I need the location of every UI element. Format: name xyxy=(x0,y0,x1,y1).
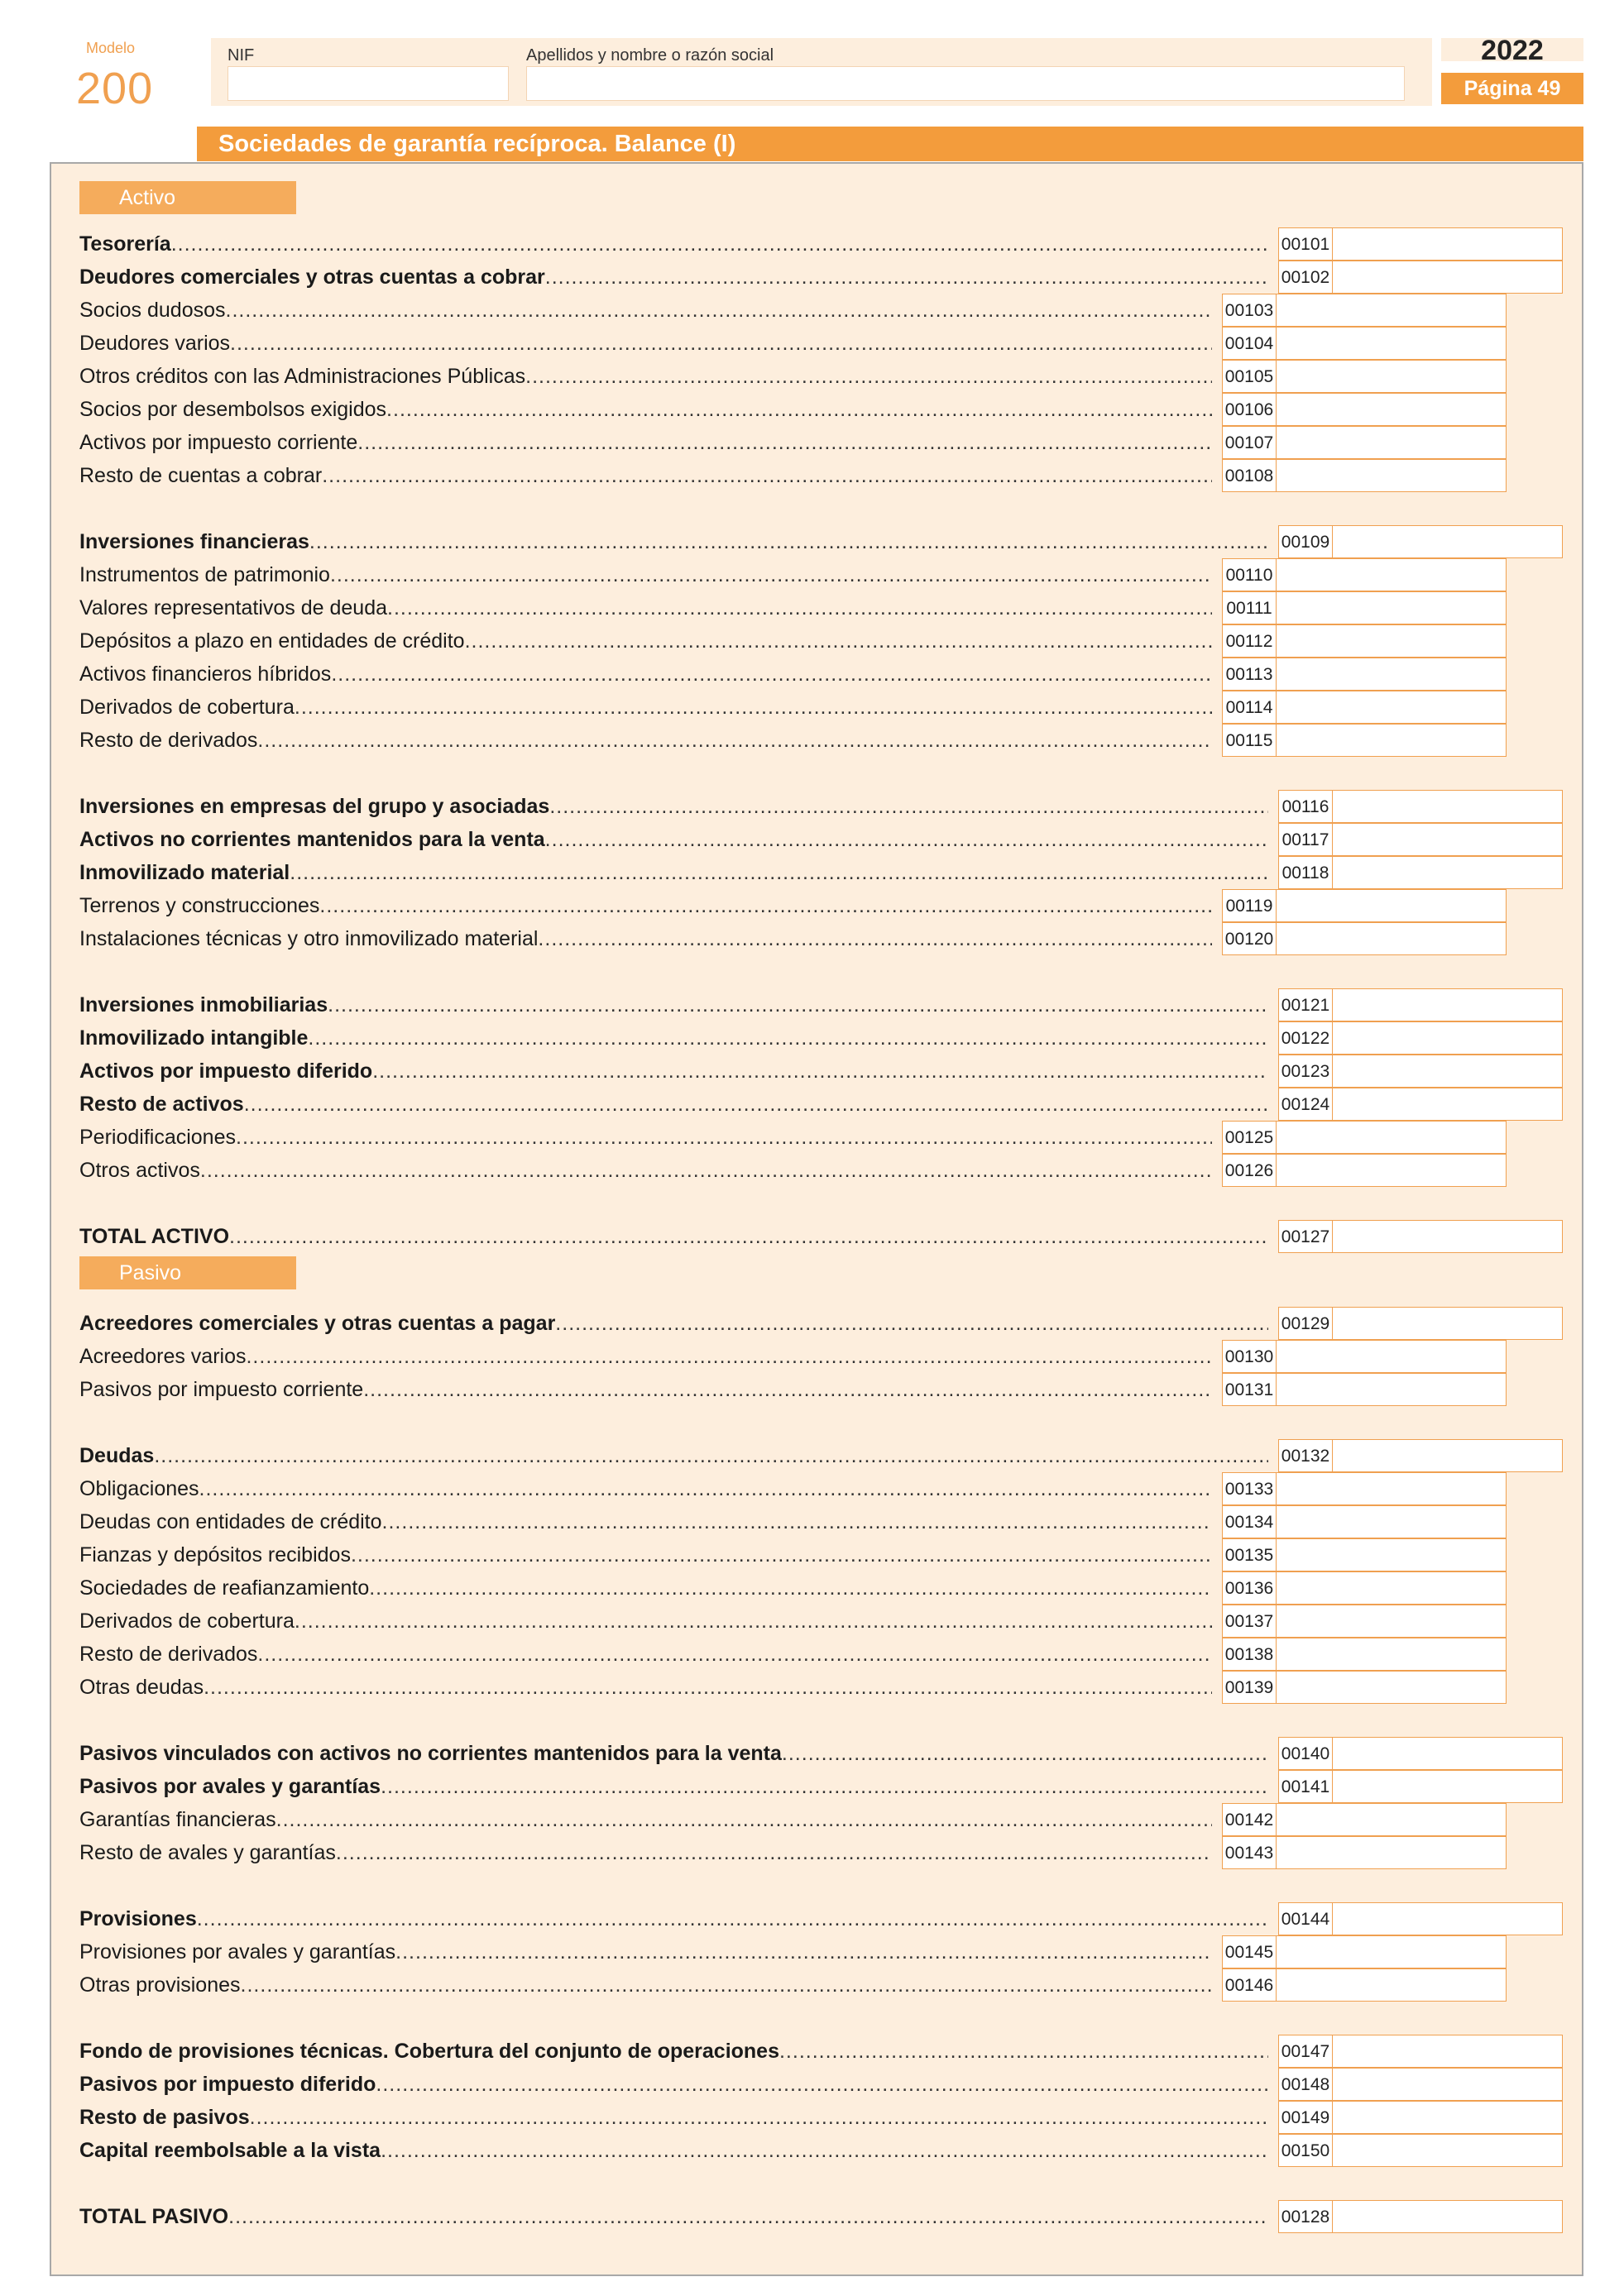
row-label: Depósitos a plazo en entidades de crédito ..... xyxy=(79,628,1212,654)
box-code: 00126 xyxy=(1222,1154,1277,1187)
form-row-00114 xyxy=(79,691,1507,724)
box-code: 00107 xyxy=(1222,426,1277,459)
box-code: 00108 xyxy=(1222,459,1277,492)
amount-input-00109[interactable] xyxy=(1333,525,1563,558)
form-row-00119 xyxy=(79,889,1507,922)
box-code: 00133 xyxy=(1222,1472,1277,1505)
form-row-00138 xyxy=(79,1638,1507,1671)
box-code: 00134 xyxy=(1222,1505,1277,1538)
row-label: Acreedores varios ..... xyxy=(79,1343,1212,1370)
modelo-number: 200 xyxy=(76,64,154,113)
row-label: Otras provisiones ..... xyxy=(79,1972,1212,1998)
form-row-00131 xyxy=(79,1373,1507,1406)
box-code: 00137 xyxy=(1222,1605,1277,1638)
form-row-00148 xyxy=(79,2068,1563,2101)
form-row-00145 xyxy=(79,1935,1507,1968)
amount-input-00144[interactable] xyxy=(1333,1902,1563,1935)
box-code: 00116 xyxy=(1278,790,1333,823)
row-label: Activos por impuesto diferido ..... xyxy=(79,1058,1268,1084)
amount-input-00106[interactable] xyxy=(1277,393,1507,426)
row-label: Fondo de provisiones técnicas. Cobertura del conjunto de operaciones ..... xyxy=(79,2038,1268,2064)
box-code: 00122 xyxy=(1278,1021,1333,1055)
row-label: Inversiones inmobiliarias ..... xyxy=(79,992,1268,1018)
form-row-00146 xyxy=(79,1968,1507,2002)
row-label: Derivados de cobertura ..... xyxy=(79,694,1212,720)
row-label: Resto de pasivos ..... xyxy=(79,2104,1268,2131)
box-code: 00138 xyxy=(1222,1638,1277,1671)
form-row-00117 xyxy=(79,823,1563,856)
page-title: Sociedades de garantía recíproca. Balance (I) xyxy=(197,127,1583,161)
row-label: Resto de avales y garantías ..... xyxy=(79,1839,1212,1866)
amount-input-00108[interactable] xyxy=(1277,459,1507,492)
row-label: Activos por impuesto corriente ..... xyxy=(79,429,1212,456)
form-row-00118 xyxy=(79,856,1563,889)
row-label: Fianzas y depósitos recibidos ..... xyxy=(79,1542,1212,1568)
box-code: 00123 xyxy=(1278,1055,1333,1088)
amount-input-00138[interactable] xyxy=(1277,1638,1507,1671)
form-row-00124 xyxy=(79,1088,1563,1121)
form-row-00129 xyxy=(79,1307,1563,1340)
amount-input-00137[interactable] xyxy=(1277,1605,1507,1638)
form-year: 2022 xyxy=(1481,35,1544,66)
section-tab-activo: Activo xyxy=(79,181,296,214)
row-label: Inmovilizado intangible ..... xyxy=(79,1025,1268,1051)
box-code: 00140 xyxy=(1278,1737,1333,1770)
row-label: Otros créditos con las Administraciones Públicas ..... xyxy=(79,363,1212,390)
form-row-00140 xyxy=(79,1737,1563,1770)
form-row-00107 xyxy=(79,426,1507,459)
box-code: 00113 xyxy=(1222,658,1277,691)
box-code: 00144 xyxy=(1278,1902,1333,1935)
form-row-00109 xyxy=(79,525,1563,558)
amount-input-00111[interactable] xyxy=(1277,591,1507,624)
form-row-00130 xyxy=(79,1340,1507,1373)
form-row-00105 xyxy=(79,360,1507,393)
page-number-badge: Página 49 xyxy=(1441,73,1583,104)
box-code: 00125 xyxy=(1222,1121,1277,1154)
box-code: 00132 xyxy=(1278,1439,1333,1472)
box-code: 00118 xyxy=(1278,856,1333,889)
box-code: 00110 xyxy=(1222,558,1277,591)
form-row-00102 xyxy=(79,261,1563,294)
box-code: 00135 xyxy=(1222,1538,1277,1571)
form-row-00135 xyxy=(79,1538,1507,1571)
form-row-00149 xyxy=(79,2101,1563,2134)
row-label: Resto de activos ..... xyxy=(79,1091,1268,1117)
box-code: 00114 xyxy=(1222,691,1277,724)
row-label: Pasivos vinculados con activos no corrientes mantenidos para la venta ..... xyxy=(79,1740,1268,1767)
amount-input-00118[interactable] xyxy=(1333,856,1563,889)
amount-input-00122[interactable] xyxy=(1333,1021,1563,1055)
form-row-00133 xyxy=(79,1472,1507,1505)
box-code: 00130 xyxy=(1222,1340,1277,1373)
box-code: 00129 xyxy=(1278,1307,1333,1340)
amount-input-00119[interactable] xyxy=(1277,889,1507,922)
form-row-00127 xyxy=(79,1220,1563,1253)
row-label: TOTAL PASIVO ..... xyxy=(79,2203,1268,2230)
amount-input-00128[interactable] xyxy=(1333,2200,1563,2233)
amount-input-00132[interactable] xyxy=(1333,1439,1563,1472)
amount-input-00110[interactable] xyxy=(1277,558,1507,591)
box-code: 00145 xyxy=(1222,1935,1277,1968)
row-label: Provisiones por avales y garantías ..... xyxy=(79,1939,1212,1965)
amount-input-00147[interactable] xyxy=(1333,2035,1563,2068)
amount-input-00114[interactable] xyxy=(1277,691,1507,724)
row-label: Deudores varios ..... xyxy=(79,330,1212,356)
form-row-00142 xyxy=(79,1803,1507,1836)
amount-input-00134[interactable] xyxy=(1277,1505,1507,1538)
form-row-00132 xyxy=(79,1439,1563,1472)
row-label: Valores representativos de deuda ..... xyxy=(79,595,1212,621)
box-code: 00111 xyxy=(1222,591,1277,624)
form-row-00150 xyxy=(79,2134,1563,2167)
row-label: Otras deudas ..... xyxy=(79,1674,1212,1700)
box-code: 00141 xyxy=(1278,1770,1333,1803)
box-code: 00102 xyxy=(1278,261,1333,294)
box-code: 00119 xyxy=(1222,889,1277,922)
form-row-00116 xyxy=(79,790,1563,823)
form-row-00139 xyxy=(79,1671,1507,1704)
box-code: 00150 xyxy=(1278,2134,1333,2167)
box-code: 00148 xyxy=(1278,2068,1333,2101)
amount-input-00127[interactable] xyxy=(1333,1220,1563,1253)
row-label: Inversiones en empresas del grupo y asociadas ..... xyxy=(79,793,1268,820)
amount-input-00107[interactable] xyxy=(1277,426,1507,459)
row-label: Pasivos por avales y garantías ..... xyxy=(79,1773,1268,1800)
name-label: Apellidos y nombre o razón social xyxy=(526,46,774,65)
form-row-00111 xyxy=(79,591,1507,624)
box-code: 00124 xyxy=(1278,1088,1333,1121)
row-label: Socios por desembolsos exigidos ..... xyxy=(79,396,1212,423)
form-row-00125 xyxy=(79,1121,1507,1154)
row-label: Resto de derivados ..... xyxy=(79,1641,1212,1667)
amount-input-00131[interactable] xyxy=(1277,1373,1507,1406)
box-code: 00146 xyxy=(1222,1968,1277,2002)
form-row-00103 xyxy=(79,294,1507,327)
form-row-00143 xyxy=(79,1836,1507,1869)
amount-input-00115[interactable] xyxy=(1277,724,1507,757)
box-code: 00131 xyxy=(1222,1373,1277,1406)
amount-input-00117[interactable] xyxy=(1333,823,1563,856)
form-row-00122 xyxy=(79,1021,1563,1055)
form-row-00101 xyxy=(79,227,1563,261)
form-row-00134 xyxy=(79,1505,1507,1538)
amount-input-00104[interactable] xyxy=(1277,327,1507,360)
row-label: Tesorería ..... xyxy=(79,231,1268,257)
row-label: Activos financieros híbridos ..... xyxy=(79,661,1212,687)
row-label: Deudas ..... xyxy=(79,1442,1268,1469)
amount-input-00130[interactable] xyxy=(1277,1340,1507,1373)
row-label: Derivados de cobertura ..... xyxy=(79,1608,1212,1634)
form-row-00126 xyxy=(79,1154,1507,1187)
amount-input-00121[interactable] xyxy=(1333,988,1563,1021)
row-label: Terrenos y construcciones ..... xyxy=(79,892,1212,919)
nif-label: NIF xyxy=(228,46,255,65)
form-row-00115 xyxy=(79,724,1507,757)
box-code: 00121 xyxy=(1278,988,1333,1021)
amount-input-00105[interactable] xyxy=(1277,360,1507,393)
section-tab-pasivo: Pasivo xyxy=(79,1256,296,1289)
modelo-label: Modelo xyxy=(86,40,136,56)
row-label: Acreedores comerciales y otras cuentas a pagar ..... xyxy=(79,1310,1268,1337)
box-code: 00105 xyxy=(1222,360,1277,393)
form-row-00108 xyxy=(79,459,1507,492)
amount-input-00101[interactable] xyxy=(1333,227,1563,261)
amount-input-00129[interactable] xyxy=(1333,1307,1563,1340)
form-row-00104 xyxy=(79,327,1507,360)
row-label: Obligaciones ..... xyxy=(79,1476,1212,1502)
amount-input-00102[interactable] xyxy=(1333,261,1563,294)
row-label: Deudores comerciales y otras cuentas a cobrar ..... xyxy=(79,264,1268,290)
amount-input-00124[interactable] xyxy=(1333,1088,1563,1121)
row-label: Pasivos por impuesto diferido ..... xyxy=(79,2071,1268,2097)
amount-input-00116[interactable] xyxy=(1333,790,1563,823)
box-code: 00106 xyxy=(1222,393,1277,426)
form-row-00110 xyxy=(79,558,1507,591)
box-code: 00136 xyxy=(1222,1571,1277,1605)
row-label: Inmovilizado material ..... xyxy=(79,859,1268,886)
amount-input-00145[interactable] xyxy=(1277,1935,1507,1968)
form-row-00137 xyxy=(79,1605,1507,1638)
row-label: Inversiones financieras ..... xyxy=(79,529,1268,555)
row-label: Otros activos ..... xyxy=(79,1157,1212,1184)
box-code: 00143 xyxy=(1222,1836,1277,1869)
form-row-00113 xyxy=(79,658,1507,691)
amount-input-00146[interactable] xyxy=(1277,1968,1507,2002)
box-code: 00101 xyxy=(1278,227,1333,261)
row-label: Resto de derivados ..... xyxy=(79,727,1212,753)
amount-input-00112[interactable] xyxy=(1277,624,1507,658)
row-label: Sociedades de reafianzamiento ..... xyxy=(79,1575,1212,1601)
amount-input-00142[interactable] xyxy=(1277,1803,1507,1836)
row-label: Deudas con entidades de crédito ..... xyxy=(79,1509,1212,1535)
box-code: 00112 xyxy=(1222,624,1277,658)
row-label: Pasivos por impuesto corriente ..... xyxy=(79,1376,1212,1403)
form-row-00123 xyxy=(79,1055,1563,1088)
row-label: Resto de cuentas a cobrar ..... xyxy=(79,462,1212,489)
amount-input-00113[interactable] xyxy=(1277,658,1507,691)
form-row-00112 xyxy=(79,624,1507,658)
row-label: Provisiones ..... xyxy=(79,1906,1268,1932)
box-code: 00139 xyxy=(1222,1671,1277,1704)
box-code: 00128 xyxy=(1278,2200,1333,2233)
box-code: 00115 xyxy=(1222,724,1277,757)
amount-input-00135[interactable] xyxy=(1277,1538,1507,1571)
amount-input-00123[interactable] xyxy=(1333,1055,1563,1088)
box-code: 00127 xyxy=(1278,1220,1333,1253)
form-row-00106 xyxy=(79,393,1507,426)
amount-input-00148[interactable] xyxy=(1333,2068,1563,2101)
box-code: 00103 xyxy=(1222,294,1277,327)
amount-input-00125[interactable] xyxy=(1277,1121,1507,1154)
row-label: Periodificaciones ..... xyxy=(79,1124,1212,1150)
amount-input-00103[interactable] xyxy=(1277,294,1507,327)
form-row-00121 xyxy=(79,988,1563,1021)
row-label: Instrumentos de patrimonio ..... xyxy=(79,562,1212,588)
box-code: 00147 xyxy=(1278,2035,1333,2068)
amount-input-00139[interactable] xyxy=(1277,1671,1507,1704)
amount-input-00133[interactable] xyxy=(1277,1472,1507,1505)
row-label: Socios dudosos ..... xyxy=(79,297,1212,323)
name-input[interactable] xyxy=(526,66,1405,101)
box-code: 00117 xyxy=(1278,823,1333,856)
row-label: Instalaciones técnicas y otro inmovilizado material ..... xyxy=(79,926,1212,952)
row-label: Capital reembolsable a la vista ..... xyxy=(79,2137,1268,2164)
row-label: TOTAL ACTIVO ..... xyxy=(79,1223,1268,1250)
form-row-00136 xyxy=(79,1571,1507,1605)
form-row-00144 xyxy=(79,1902,1563,1935)
form-row-00128 xyxy=(79,2200,1563,2233)
nif-input[interactable] xyxy=(228,66,509,101)
box-code: 00120 xyxy=(1222,922,1277,955)
amount-input-00150[interactable] xyxy=(1333,2134,1563,2167)
amount-input-00149[interactable] xyxy=(1333,2101,1563,2134)
row-label: Activos no corrientes mantenidos para la venta ..... xyxy=(79,826,1268,853)
amount-input-00120[interactable] xyxy=(1277,922,1507,955)
amount-input-00126[interactable] xyxy=(1277,1154,1507,1187)
amount-input-00136[interactable] xyxy=(1277,1571,1507,1605)
amount-input-00141[interactable] xyxy=(1333,1770,1563,1803)
amount-input-00140[interactable] xyxy=(1333,1737,1563,1770)
box-code: 00104 xyxy=(1222,327,1277,360)
row-label: Garantías financieras ..... xyxy=(79,1806,1212,1833)
amount-input-00143[interactable] xyxy=(1277,1836,1507,1869)
box-code: 00149 xyxy=(1278,2101,1333,2134)
box-code: 00142 xyxy=(1222,1803,1277,1836)
box-code: 00109 xyxy=(1278,525,1333,558)
form-row-00147 xyxy=(79,2035,1563,2068)
form-row-00120 xyxy=(79,922,1507,955)
form-row-00141 xyxy=(79,1770,1563,1803)
